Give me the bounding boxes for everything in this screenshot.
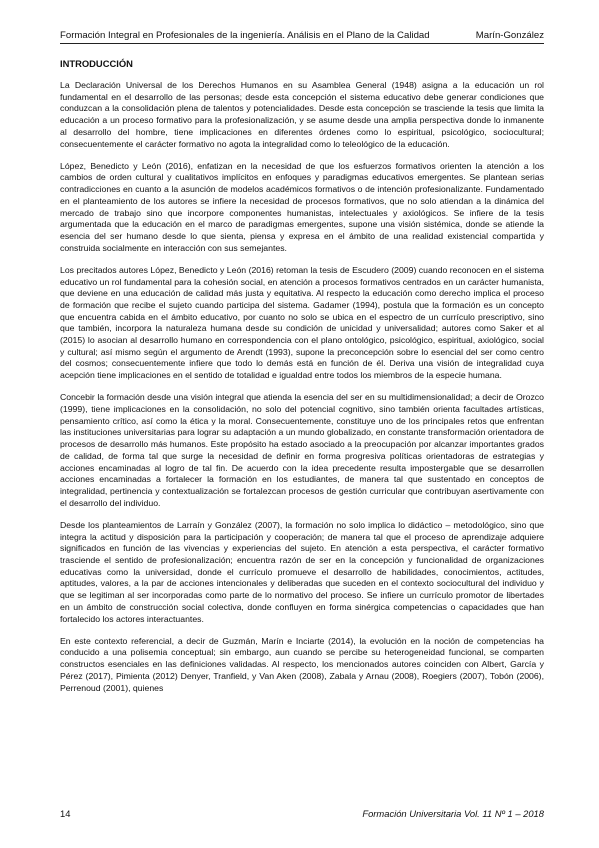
page-number: 14 (60, 808, 71, 819)
running-header (60, 30, 544, 44)
paragraph-1: La Declaración Universal de los Derechos Humanos en su Asamblea General (1948) asigna a la educación un rol fundamental en el desarrollo de las personas; desde esta concepción el sistema educativo debe generar condiciones que conduzcan a la consolidación plena de talentos y potencialidades. Desde esta concepción se trasciende la tesis que limita la educación a un proceso formativo para la profesionalización, y se asume desde una amplia perspectiva donde lo inmanente al desarrollo del hombre, tiene implicaciones en diferentes órdenes como lo espiritual, psicológico, sociocultural; consecuentemente el carácter formativo no agota la integralidad como lo teleológico de la educación. (60, 80, 544, 149)
paragraph-4: Concebir la formación desde una visión integral que atienda la esencia del ser en su multidimensionalidad; a decir de Orozco (1999), tiene implicaciones en la consolidación, no solo del potencial cognitivo, sino también orienta facultades artísticas, pensamiento crítico, así como la ética y la moral. Consecuentemente, constituye uno de los principales retos que enfrentan las instituciones universitarias para lograr su adaptación a un mundo globalizado, en constante transformación orientadora de procesos de desarrollo más humanos. Este propósito ha estado asociado a la preocupación por alcanzar importantes grados de calidad, de forma tal que surge la necesidad de definir en forma progresiva políticas orientadoras de estrategias y acciones encaminadas al logro de tal fin. De acuerdo con la idea precedente resulta impostergable que se desarrollen acciones encaminadas a fortalecer la formación en los estudiantes, de manera tal que sustentado en conceptos de integralidad, pertinencia y contextualización se fortalezcan procesos de gestión curricular que contribuyan asertivamente con el desarrollo del individuo. (60, 392, 544, 508)
header-title: Formación Integral en Profesionales de la ingeniería. Análisis en el Plano de la Calidad (60, 30, 430, 41)
paragraph-5: Desde los planteamientos de Larraín y González (2007), la formación no solo implica lo didáctico – metodológico, sino que integra la actitud y disposición para la participación y cooperación; de manera tal que el proceso de aprendizaje adquiere significados en función de las vivencias y experiencias del sujeto. En atención a esta perspectiva, el carácter formativo trasciende el sentido de profesionalización; encuentra razón de ser en la concepción y funcionalidad de organizaciones educativas como la universidad, donde el currículo promueve el desarrollo de habilidades, conocimientos, actitudes, aptitudes, valores, a la par de acciones intencionales y deliberadas que suceden en el contexto sociocultural del individuo y que se legitiman al ser incorporadas como parte de lo normativo del proceso. Se infiere un currículo promotor de libertades en un ámbito de construcción social colectiva, donde confluyen en forma sinérgica competencias o capacidades que han fortalecido los actores interactuantes. (60, 519, 544, 624)
body-text (60, 80, 544, 705)
paragraph-6: En este contexto referencial, a decir de Guzmán, Marín e Inciarte (2014), la evolución en la noción de competencias ha conducido a una polisemia conceptual; sin embargo, aun cuando se percibe su heterogeneidad funcional, se comparten constructos esenciales en las definiciones validadas. Al respecto, los mencionados autores coinciden con Albert, García y Pérez (2017), Pimienta (2012) Denyer, Tranfield, y Van Aken (2008), Zabala y Arnau (2008), Roegiers (2007), Tobón (2006), Perrenoud (2001), quienes (60, 635, 544, 693)
paragraph-2: López, Benedicto y León (2016), enfatizan en la necesidad de que los esfuerzos formativos orienten la atención a los cambios de orden cultural y cualitativos implícitos en enfoques y paradigmas educativos emergentes. Se plantean serias contradicciones en cuanto a la asunción de modelos académicos formativos o de intención profesionalizante. Fundamentado en el planteamiento de los autores se infiere la necesidad de procesos formativos, que no solo atiendan a la dinámica del mercado de trabajo sino que incorpore componentes humanistas, intelectuales y axiológicos. Se infiere de la tesis argumentada que la educación en el marco de paradigmas emergentes, supone una visión sistémica, donde se atiende la esencia del ser humano desde lo que sienta, piensa y expresa en el ámbito de una realidad existencial compartida y construida socialmente en interacción con sus semejantes. (60, 160, 544, 253)
section-title: INTRODUCCIÓN (60, 58, 133, 69)
header-author: Marín-González (475, 30, 544, 41)
journal-citation: Formación Universitaria Vol. 11 Nº 1 – 2018 (362, 808, 544, 819)
paragraph-3: Los precitados autores López, Benedicto y León (2016) retoman la tesis de Escudero (2009) cuando reconocen en el sistema educativo un rol fundamental para la cohesión social, en atención a procesos formativos centrados en un carácter humanista, que deviene en una educación de calidad más justa y equitativa. Al respecto la educación como derecho implica el proceso de formación que recibe el sujeto cuando participa del sistema. Gadamer (1994), postula que la formación es un concepto que encuentra cabida en el ámbito educativo, por cuanto no solo se ubica en el espectro de un currículo prescriptivo, sino que también, incorpora la naturaleza humana desde su condición de unicidad y universalidad; autores como Saker et al (2015) lo asocian al desarrollo humano en correspondencia con el plano ontológico, psicológico, espiritual, axiológico, social y cultural; así mismo según el argumento de Arendt (1993), supone la preconcepción sobre lo esencial del ser como centro del cosmos; consecuentemente infiere que todo lo demás está en función de él. Deriva una visión de integralidad cuya acepción tiene implicaciones en el sentido de totalidad e igualdad entre todos los miembros de la especie humana. (60, 264, 544, 381)
page-footer (60, 808, 544, 819)
